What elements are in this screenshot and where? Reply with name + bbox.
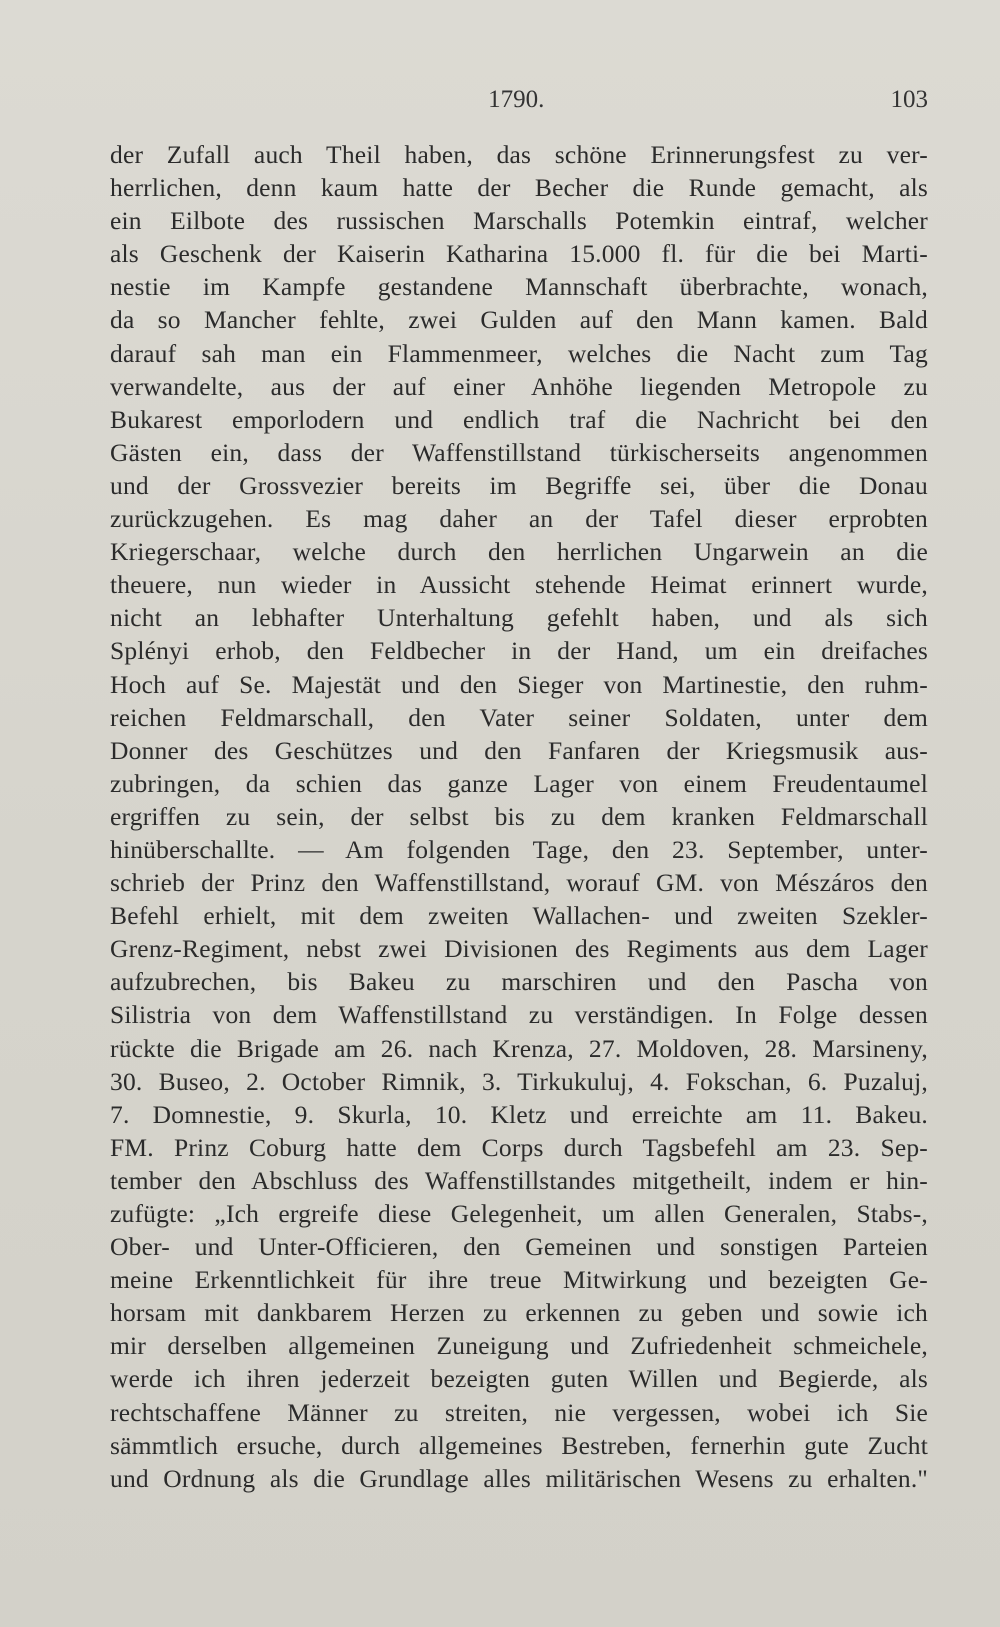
text-line: Splényi erhob, den Feldbecher in der Hand, um ein dreifaches xyxy=(110,636,928,666)
text-line: theuere, nun wieder in Aussicht stehende Heimat erinnert wurde, xyxy=(110,570,928,600)
text-line: tember den Abschluss des Waffenstillstandes mitgetheilt, indem er hin- xyxy=(110,1165,928,1195)
text-line: meine Erkenntlichkeit für ihre treue Mitwirkung und bezeigten Ge- xyxy=(110,1265,928,1295)
text-line: rückte die Brigade am 26. nach Krenza, 27. Moldoven, 28. Marsineny, xyxy=(110,1033,928,1063)
text-line: darauf sah man ein Flammenmeer, welches die Nacht zum Tag xyxy=(110,338,928,368)
text-line: 7. Domnestie, 9. Skurla, 10. Kletz und erreichte am 11. Bakeu. xyxy=(110,1099,928,1129)
body-paragraph xyxy=(110,138,928,1495)
text-line: mir derselben allgemeinen Zuneigung und Zufriedenheit schmeichele, xyxy=(110,1331,928,1361)
text-line: rechtschaffene Männer zu streiten, nie vergessen, wobei ich Sie xyxy=(110,1397,928,1427)
running-header xyxy=(110,86,928,116)
text-line: Ober- und Unter-Officieren, den Gemeinen und sonstigen Parteien xyxy=(110,1232,928,1262)
page-number: 103 xyxy=(890,86,928,113)
text-line: hinüberschallte. — Am folgenden Tage, den 23. September, unter- xyxy=(110,834,928,864)
text-line: und der Grossvezier bereits im Begriffe sei, über die Donau xyxy=(110,470,928,500)
text-line: Befehl erhielt, mit dem zweiten Wallachen- und zweiten Szekler- xyxy=(110,901,928,931)
text-line: zufügte: „Ich ergreife diese Gelegenheit, um allen Generalen, Stabs-, xyxy=(110,1199,928,1228)
text-line: herrlichen, denn kaum hatte der Becher die Runde gemacht, als xyxy=(110,173,928,203)
text-line: da so Mancher fehlte, zwei Gulden auf den Mann kamen. Bald xyxy=(110,305,928,335)
text-line: und Ordnung als die Grundlage alles militärischen Wesens zu erhalten." xyxy=(110,1463,928,1493)
text-line: FM. Prinz Coburg hatte dem Corps durch Tagsbefehl am 23. Sep- xyxy=(110,1132,928,1162)
text-line: nicht an lebhafter Unterhaltung gefehlt haben, und als sich xyxy=(110,603,928,633)
text-line: Silistria von dem Waffenstillstand zu verständigen. In Folge dessen xyxy=(110,1000,928,1030)
text-line: Donner des Geschützes und den Fanfaren der Kriegsmusik aus- xyxy=(110,735,928,765)
text-line: schrieb der Prinz den Waffenstillstand, worauf GM. von Mészáros den xyxy=(110,868,928,898)
text-line: verwandelte, aus der auf einer Anhöhe liegenden Metropole zu xyxy=(110,371,928,401)
text-line: horsam mit dankbarem Herzen zu erkennen zu geben und sowie ich xyxy=(110,1298,928,1328)
text-line: als Geschenk der Kaiserin Katharina 15.000 fl. für die bei Marti- xyxy=(110,239,928,269)
text-line: Grenz-Regiment, nebst zwei Divisionen des Regiments aus dem Lager xyxy=(110,934,928,964)
text-line: Hoch auf Se. Majestät und den Sieger von Martinestie, den ruhm- xyxy=(110,669,928,699)
text-line: ergriffen zu sein, der selbst bis zu dem kranken Feldmarschall xyxy=(110,801,928,831)
text-line: Bukarest emporlodern und endlich traf die Nachricht bei den xyxy=(110,404,928,434)
text-line: der Zufall auch Theil haben, das schöne Erinnerungsfest zu ver- xyxy=(110,140,928,169)
text-line: Gästen ein, dass der Waffenstillstand türkischerseits angenommen xyxy=(110,437,928,467)
text-line: ein Eilbote des russischen Marschalls Potemkin eintraf, welcher xyxy=(110,206,928,236)
text-line: zubringen, da schien das ganze Lager von einem Freudentaumel xyxy=(110,768,928,798)
text-line: aufzubrechen, bis Bakeu zu marschiren und den Pascha von xyxy=(110,967,928,997)
text-line: sämmtlich ersuche, durch allgemeines Bestreben, fernerhin gute Zucht xyxy=(110,1430,928,1460)
text-line: werde ich ihren jederzeit bezeigten guten Willen und Begierde, als xyxy=(110,1364,928,1394)
text-line: 30. Buseo, 2. October Rimnik, 3. Tirkukuluj, 4. Fokschan, 6. Puzaluj, xyxy=(110,1066,928,1096)
text-line: Kriegerschaar, welche durch den herrlichen Ungarwein an die xyxy=(110,537,928,567)
text-line: nestie im Kampfe gestandene Mannschaft überbrachte, wonach, xyxy=(110,272,928,302)
text-line: zurückzugehen. Es mag daher an der Tafel dieser erprobten xyxy=(110,504,928,534)
text-line: reichen Feldmarschall, den Vater seiner Soldaten, unter dem xyxy=(110,702,928,732)
running-header-year: 1790. xyxy=(488,86,545,113)
